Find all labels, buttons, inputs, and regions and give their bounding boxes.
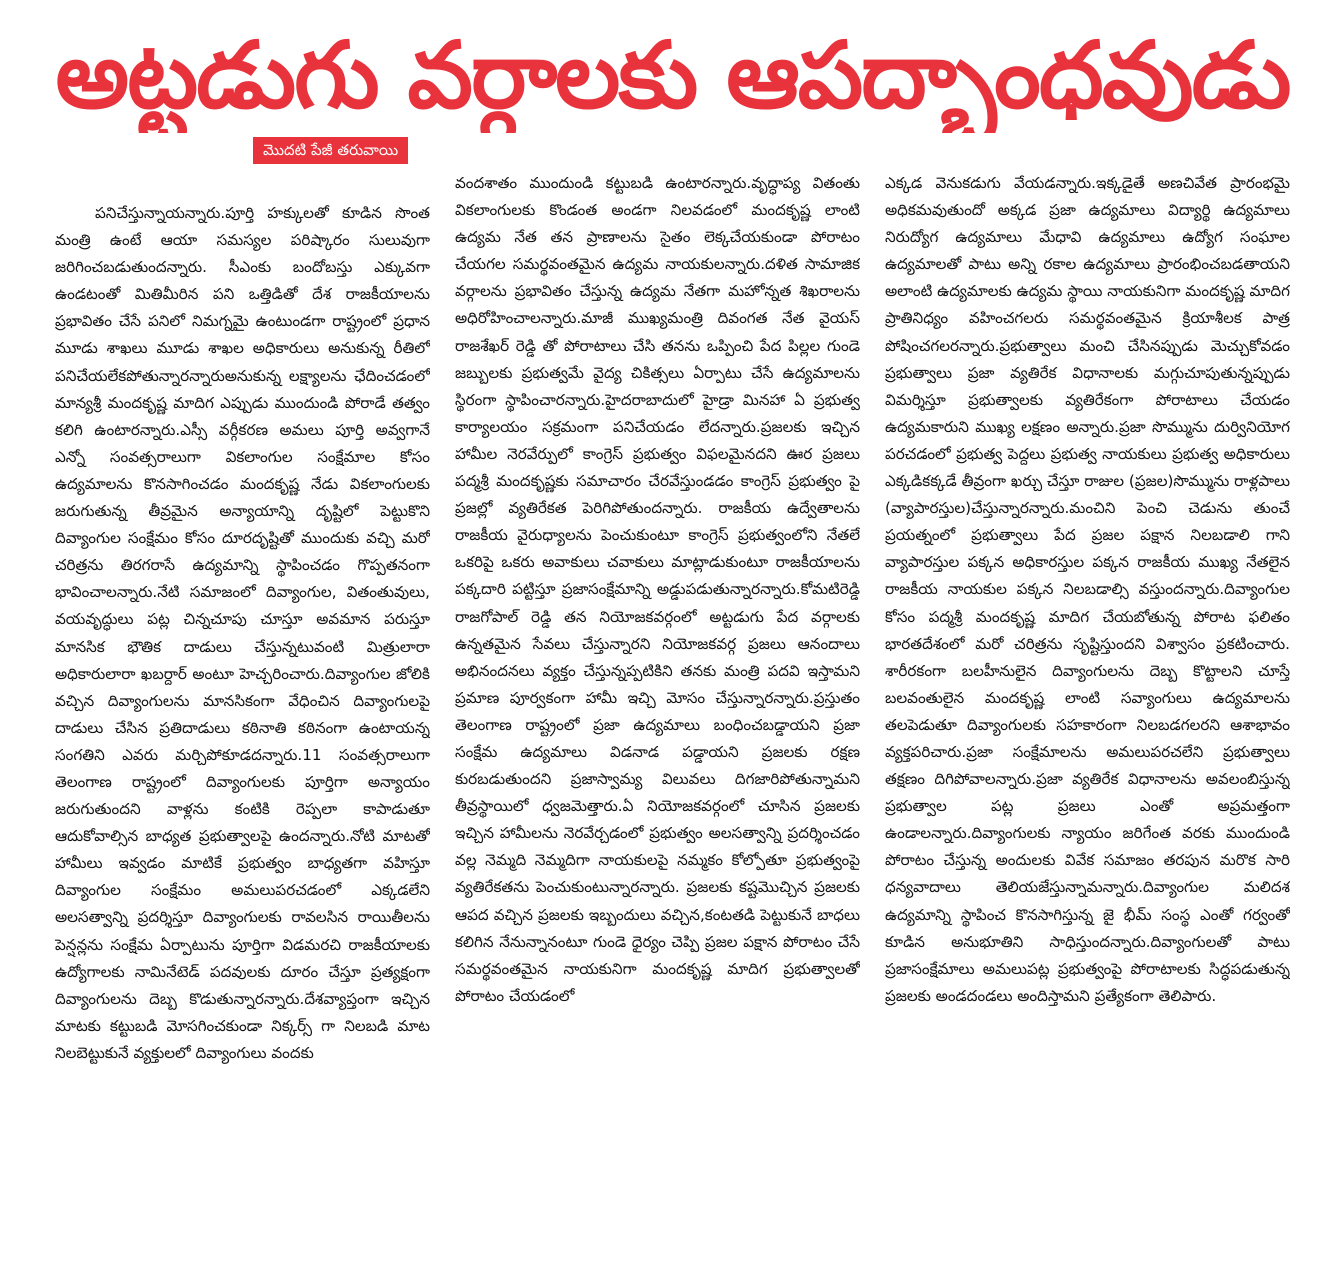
headline: అట్టడుగు వర్గాలకు ఆపద్బాంధవుడు xyxy=(55,22,1290,129)
article-column-2: వందశాతం ముందుండి కట్టుబడి ఉంటారన్నారు.వృద్ధాప్య వితంతు వికలాంగులకు కొండంత అండగా నిలవడంలో మందకృష్ణ లాంటి ఉద్యమ నేత తన ప్రాణాలను సైతం లెక్కచేయకుండా పోరాటం చేయగల సమర్థవంతమైన ఉద్యమ నాయకులన్నారు.దళిత సామాజిక వర్గాలను ప్రభావితం చేస్తున్న ఉద్యమ నేతగా మహోన్నత శిఖరాలను అధిరోహించాలన్నారు.మాజీ ముఖ్యమంత్రి దివంగత నేత వైయస్ రాజశేఖర్ రెడ్డి తో పోరాటాలు చేసి తనను ఒప్పించి పేద పిల్లల గుండె జబ్బులకు ప్రభుత్వమే వైద్య చికిత్సలు ఏర్పాటు చేసే ఉద్యమాలను స్థిరంగా స్థాపించారన్నారు.హైదరాబాదులో హైడ్రా మినహా ఏ ప్రభుత్వ కార్యాలయం సక్రమంగా పనిచేయడం లేదన్నారు.ప్రజలకు ఇచ్చిన హామీల నెరవేర్పులో కాంగ్రెస్ ప్రభుత్వం విఫలమైనదని ఊర ప్రజలు పద్మశ్రీ మందకృష్ణకు సమాచారం చేరవేస్తుండడం కాంగ్రెస్ ప్రభుత్వం పై ప్రజల్లో వ్యతిరేకత పెరిగిపోతుందన్నారు. రాజకీయ ఉద్వేతాలను రాజకీయ వైరుధ్యాలను పెంచుకుంటూ కాంగ్రెస్ ప్రభుత్వంలోని నేతలే ఒకరిపై ఒకరు అవాకులు చవాకులు మాట్లాడుకుంటూ రాజకీయాలను పక్కదారి పట్టిస్తూ ప్రజాసంక్షేమాన్ని అడ్డుపడుతున్నారన్నారు.కోమటిరెడ్డి రాజగోపాల్ రెడ్డి తన నియోజకవర్గంలో అట్టడుగు పేద వర్గాలకు ఉన్నతమైన సేవలు చేస్తున్నారని నియోజకవర్గ ప్రజలు ఆనందాలు అభినందనలు వ్యక్తం చేస్తున్నప్పటికిని తనకు మంత్రి పదవి ఇస్తామని ప్రమాణ పూర్వకంగా హామీ ఇచ్చి మోసం చేస్తున్నారన్నారు.ప్రస్తుతం తెలంగాణ రాష్ట్రంలో ప్రజా ఉద్యమాలు బంధించబడ్డాయని ప్రజా సంక్షేమ ఉద్యమాలు విడనాడ పడ్డాయని ప్రజలకు రక్షణ కురబడుతుందని ప్రజాస్వామ్య విలువలు దిగజారిపోతున్నామని తీవ్రస్థాయిలో ధ్వజమెత్తారు.ఏ నియోజకవర్గంలో చూసిన ప్రజలకు ఇచ్చిన హామీలను నెరవేర్చడంలో ప్రభుత్వం అలసత్వాన్ని ప్రదర్శించడం వల్ల నెమ్మది నెమ్మదిగా నాయకులపై నమ్మకం కోల్పోతూ ప్రభుత్వంపై వ్యతిరేకతను పెంచుకుంటున్నారన్నారు. ప్రజలకు కష్టమొచ్చిన ప్రజలకు ఆపద వచ్చిన ప్రజలకు ఇబ్బందులు వచ్చిన,కంటతడి పెట్టుకునే బాధలు కలిగిన నేనున్నానంటూ గుండె ధైర్యం చెప్పి ప్రజల పక్షాన పోరాటం చేసే సమర్థవంతమైన నాయకునిగా మందకృష్ణ మాదిగ ప్రభుత్వాలతో పోరాటం చేయడంలో xyxy=(455,174,860,1005)
continued-from-front-page-tag: మొదటి పేజీ తరువాయి xyxy=(253,137,408,164)
article-column-3: ఎక్కడ వెనుకడుగు వేయడన్నారు.ఇక్కడైతే అణచివేత ప్రారంభమై అధికమవుతుందో అక్కడ ప్రజా ఉద్యమాలు విద్యార్థి ఉద్యమాలు నిరుద్యోగ ఉద్యమాలు మేధావి ఉద్యమాలు ఉద్యోగ సంఘాల ఉద్యమాలతో పాటు అన్ని రకాల ఉద్యమాలు ప్రారంభించబడతాయని అలాంటి ఉద్యమాలకు ఉద్యమ స్థాయి నాయకునిగా మందకృష్ణ మాదిగ ప్రాతినిధ్యం వహించగలరు సమర్థవంతమైన క్రియాశీలక పాత్ర పోషించగలరన్నారు.ప్రభుత్వాలు మంచి చేసినప్పుడు మెచ్చుకోవడం ప్రభుత్వాలు ప్రజా వ్యతిరేక విధానాలకు మగ్గుచూపుతున్నప్పుడు విమర్శిస్తూ ప్రభుత్వాలకు వ్యతిరేకంగా పోరాటాలు చేయడం ఉద్యమకారుని ముఖ్య లక్షణం అన్నారు.ప్రజా సొమ్మును దుర్వినియోగ పరచడంలో ప్రభుత్వ పెద్దలు ప్రభుత్వ నాయకులు ప్రభుత్వ అధికారులు ఎక్కడికక్కడే తీవ్రంగా ఖర్చు చేస్తూ రాజుల (ప్రజల)సొమ్మును రాళ్లపాలు (వ్యాపారస్తుల)చేస్తున్నారన్నారు.మంచిని పెంచి చెడును తుంచే ప్రయత్నంలో ప్రభుత్వాలు పేద ప్రజల పక్షాన నిలబడాలి గాని వ్యాపారస్తుల పక్కన అధికారస్తుల పక్కన రాజకీయ ముఖ్య నేతలైన రాజకీయ నాయకుల పక్కన నిలబడాల్సి వస్తుందన్నారు.దివ్యాంగుల కోసం పద్మశ్రీ మందకృష్ణ మాదిగ చేయబోతున్న పోరాట ఫలితం భారతదేశంలో మరో చరిత్రను సృష్టిస్తుందని విశ్వాసం ప్రకటించారు. శారీరకంగా బలహీనులైన దివ్యాంగులను దెబ్బ కొట్టాలని చూస్తే బలవంతులైన మందకృష్ణ లాంటి సవ్యాంగులు ఉద్యమాలను తలపెడుతూ దివ్యాంగులకు సహకారంగా నిలబడగలరని ఆశాభావం వ్యక్తపరిచారు.ప్రజా సంక్షేమాలను అమలుపరచలేని ప్రభుత్వాలు తక్షణం దిగిపోవాలన్నారు.ప్రజా వ్యతిరేక విధానాలను అవలంబిస్తున్న ప్రభుత్వాల పట్ల ప్రజలు ఎంతో అప్రమత్తంగా ఉండాలన్నారు.దివ్యాంగులకు న్యాయం జరిగేంత వరకు ముందుండి పోరాటం చేస్తున్న అందులకు వివేక సమాజం తరపున మరొక సారి ధన్యవాదాలు తెలియజేస్తున్నామన్నారు.దివ్యాంగుల మలిదశ ఉద్యమాన్ని స్థాపించ కొనసాగిస్తున్న జై భీమ్ సంస్థ ఎంతో గర్వంతో కూడిన అనుభూతిని సాధిస్తుందన్నారు.దివ్యాంగులతో పాటు ప్రజాసంక్షేమాలు అమలుపట్ల ప్రభుత్వంపై పోరాటాలకు సిద్ధపడుతున్న ప్రజలకు అండదండలు అందిస్తామని ప్రత్యేకంగా తెలిపారు. xyxy=(885,174,1290,1005)
article-column-1: పనిచేస్తున్నాయన్నారు.పూర్తి హక్కులతో కూడిన సొంత మంత్రి ఉంటే ఆయా సమస్యల పరిష్కారం సులువుగా జరిగించబడుతుందన్నారు. సీఎంకు బందోబస్తు ఎక్కువగా ఉండటంతో మితిమీరిన పని ఒత్తిడితో దేశ రాజకీయాలను ప్రభావితం చేసే పనిలో నిమగ్నమై ఉంటుండగా రాష్ట్రంలో ప్రధాన మూడు శాఖలు మూడు శాఖల అధికారులు అనుకున్న రీతిలో పనిచేయలేకపోతున్నారన్నారుఅనుకున్న లక్ష్యాలను ఛేదించడంలో మాన్యశ్రీ మందకృష్ణ మాదిగ ఎప్పుడు ముందుండి పోరాడే తత్వం కలిగి ఉంటారన్నారు.ఎస్సీ వర్గీకరణ అమలు పూర్తి అవ్వగానే ఎన్నో సంవత్సరాలుగా వికలాంగుల సంక్షేమాల కోసం ఉద్యమాలను కొనసాగించడం మందకృష్ణ నేడు వికలాంగులకు జరుగుతున్న తీవ్రమైన అన్యాయాన్ని దృష్టిలో పెట్టుకొని దివ్యాంగుల సంక్షేమం కోసం దూరదృష్టితో ముందుకు వచ్చి మరో చరిత్రను తిరగరాసే ఉద్యమాన్ని స్థాపించడం గొప్పతనంగా భావించాలన్నారు.నేటి సమాజంలో దివ్యాంగుల, వితంతువులు, వయవృద్ధులు పట్ల చిన్నచూపు చూస్తూ అవమాన పరుస్తూ మానసిక భౌతిక దాడులు చేస్తున్నటువంటి మిత్రులారా అధికారులారా ఖబర్దార్ అంటూ హెచ్చరించారు.దివ్యాంగుల జోలికి వచ్చిన దివ్యాంగులను మానసికంగా వేధించిన దివ్యాంగులపై దాడులు చేసిన ప్రతిదాడులు కఠినాతి కఠినంగా ఉంటాయన్న సంగతిని ఎవరు మర్చిపోకూడదన్నారు.11 సంవత్సరాలుగా తెలంగాణ రాష్ట్రంలో దివ్యాంగులకు పూర్తిగా అన్యాయం జరుగుతుందని వాళ్లను కంటికి రెప్పలా కాపాడుతూ ఆదుకోవాల్సిన బాధ్యత ప్రభుత్వాలపై ఉందన్నారు.నోటి మాటతో హామీలు ఇవ్వడం మాటికే ప్రభుత్వం బాధ్యతగా వహిస్తూ దివ్యాంగుల సంక్షేమం అమలుపరచడంలో ఎక్కడలేని అలసత్వాన్ని ప్రదర్శిస్తూ దివ్యాంగులకు రావలసిన రాయితీలను పెన్షన్లను సంక్షేమ ఏర్పాటును పూర్తిగా విడమరచి రాజకీయాలకు ఉద్యోగాలకు నామినేటెడ్ పదవులకు దూరం చేస్తూ ప్రత్యక్షంగా దివ్యాంగులను దెబ్బ కొడుతున్నారన్నారు.దేశవ్యాప్తంగా ఇచ్చిన మాటకు కట్టుబడి మోసగించకుండా నిక్కర్స్ గా నిలబడి మాట నిలబెట్టుకునే వ్యక్తులలో దివ్యాంగులు వందకు xyxy=(55,204,430,1062)
